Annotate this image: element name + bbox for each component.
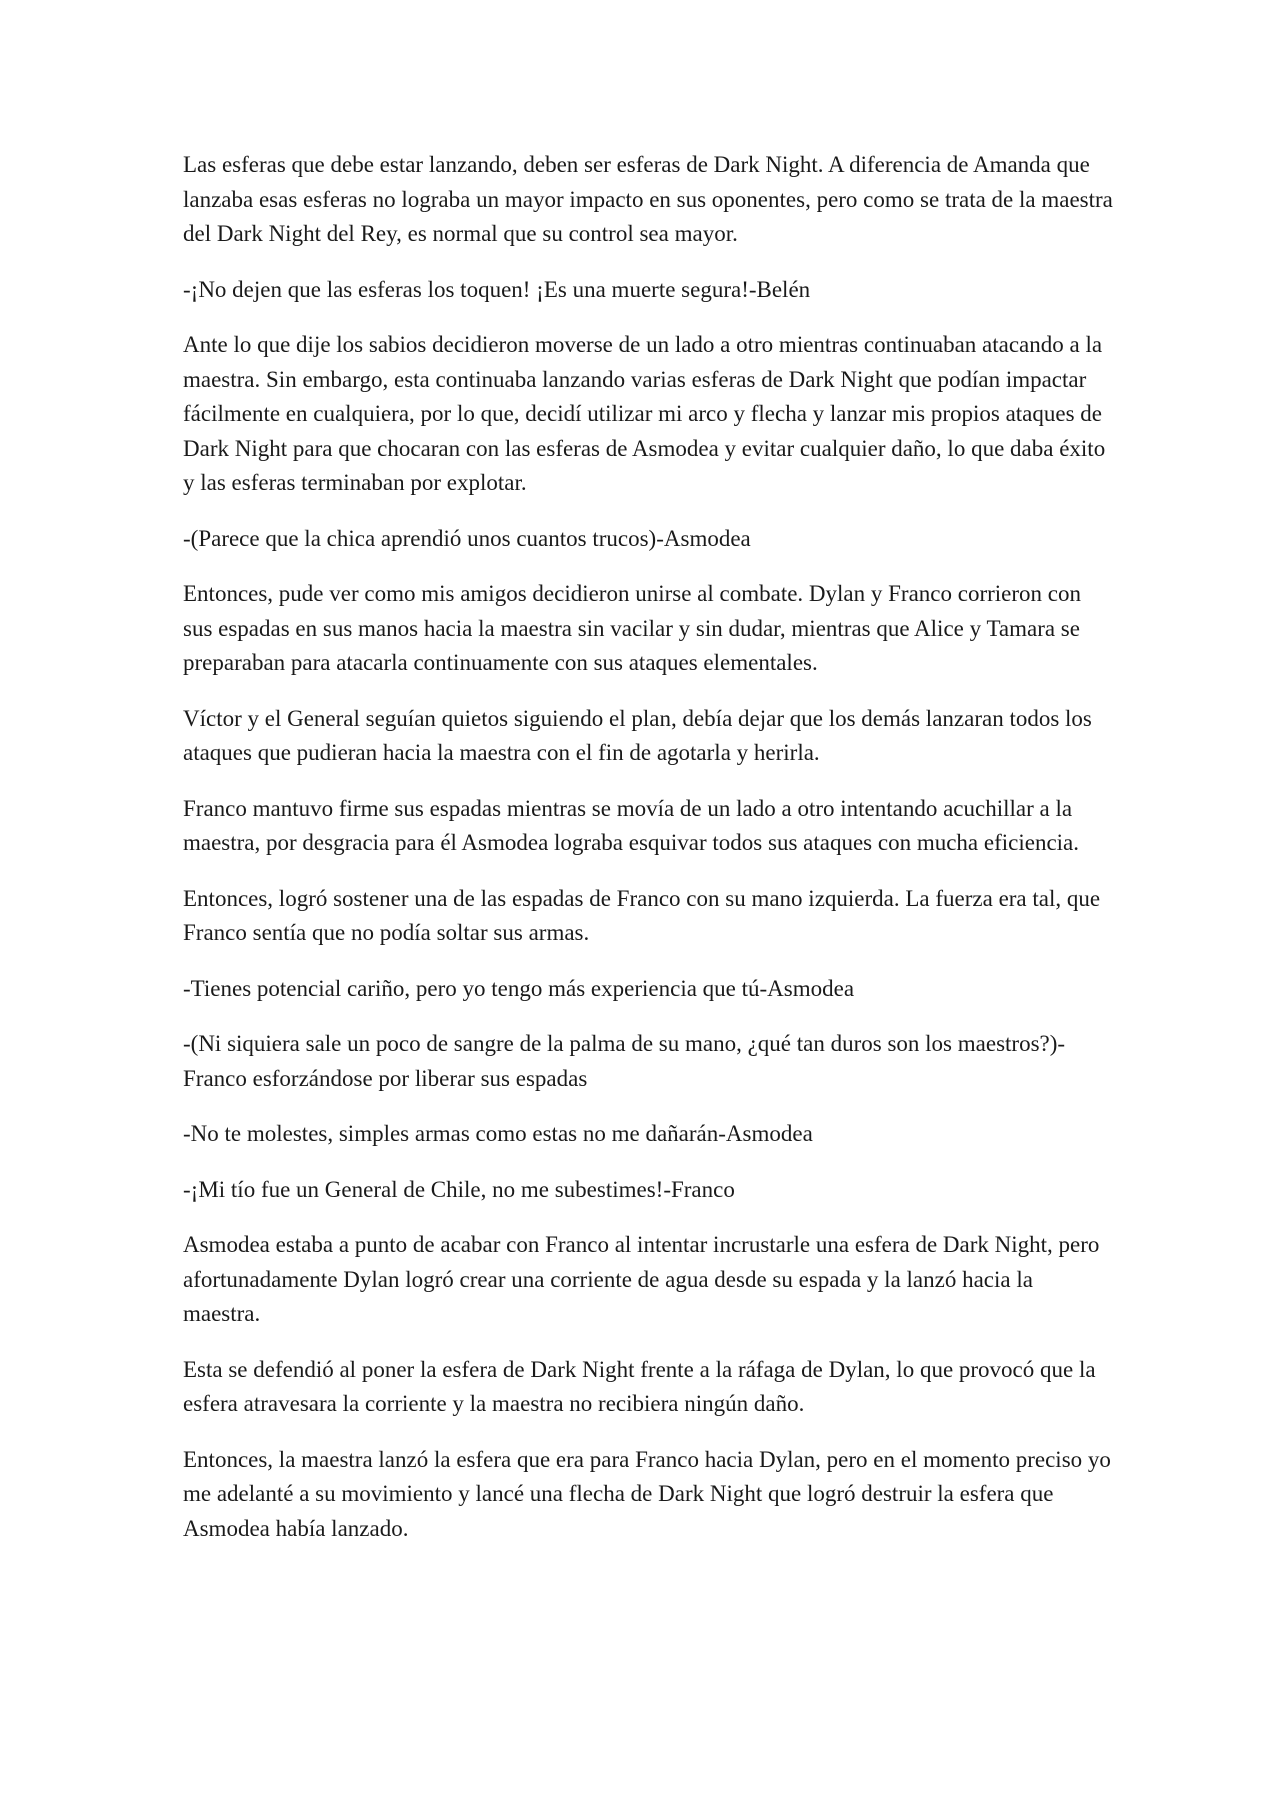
paragraph: Entonces, logró sostener una de las espadas de Franco con su mano izquierda. La fuerza era tal, que Franco sentía que no podía soltar sus armas. xyxy=(183,885,1101,945)
paragraph: Ante lo que dije los sabios decidieron moverse de un lado a otro mientras continuaban atacando a la maestra. Sin embargo, esta continuaba lanzando varias esferas de Dark Night que podían impactar fácilmente en cualquiera, por lo que, decidí utilizar mi arco y flecha y lanzar mis propios ataques de Dark Night para que chocaran con las esferas de Asmodea y evitar cualquier daño, lo que daba éxito y las esferas terminaban por explotar. xyxy=(183,332,1106,495)
paragraph: Franco mantuvo firme sus espadas mientras se movía de un lado a otro intentando acuchillar a la maestra, por desgracia para él Asmodea lograba esquivar todos sus ataques con mucha eficiencia. xyxy=(183,795,1080,855)
paragraph: Las esferas que debe estar lanzando, deben ser esferas de Dark Night. A diferencia de Amanda que lanzaba esas esferas no lograba un mayor impacto en sus oponentes, pero como se trata de la maestra del Dark Night del Rey, es normal que su control sea mayor. xyxy=(183,152,1113,246)
paragraph: -Tienes potencial cariño, pero yo tengo más experiencia que tú-Asmodea xyxy=(183,975,855,1001)
paragraph: -(Ni siquiera sale un poco de sangre de la palma de su mano, ¿qué tan duros son los maestros?)-Franco esforzándose por liberar sus espadas xyxy=(183,1031,1066,1091)
paragraph: Entonces, pude ver como mis amigos decidieron unirse al combate. Dylan y Franco corrieron con sus espadas en sus manos hacia la maestra sin vacilar y sin dudar, mientras que Alice y Tamara se preparaban para atacarla continuamente con sus ataques elementales. xyxy=(183,581,1081,675)
paragraph: -(Parece que la chica aprendió unos cuantos trucos)-Asmodea xyxy=(183,525,751,551)
paragraph: Esta se defendió al poner la esfera de Dark Night frente a la ráfaga de Dylan, lo que provocó que la esfera atravesara la corriente y la maestra no recibiera ningún daño. xyxy=(183,1356,1096,1416)
paragraph: Víctor y el General seguían quietos siguiendo el plan, debía dejar que los demás lanzaran todos los ataques que pudieran hacia la maestra con el fin de agotarla y herirla. xyxy=(183,705,1092,765)
paragraph: -No te molestes, simples armas como estas no me dañarán-Asmodea xyxy=(183,1121,813,1146)
paragraph: -¡Mi tío fue un General de Chile, no me subestimes!-Franco xyxy=(183,1176,735,1202)
document-body xyxy=(183,148,1113,1567)
paragraph: -¡No dejen que las esferas los toquen! ¡Es una muerte segura!-Belén xyxy=(183,276,811,302)
paragraph: Entonces, la maestra lanzó la esfera que era para Franco hacia Dylan, pero en el momento preciso yo me adelanté a su movimiento y lancé una flecha de Dark Night que logró destruir la esfera que Asmodea había lanzado. xyxy=(183,1446,1111,1541)
paragraph: Asmodea estaba a punto de acabar con Franco al intentar incrustarle una esfera de Dark Night, pero afortunadamente Dylan logró crear una corriente de agua desde su espada y la lanzó hacia la maestra. xyxy=(183,1232,1100,1326)
